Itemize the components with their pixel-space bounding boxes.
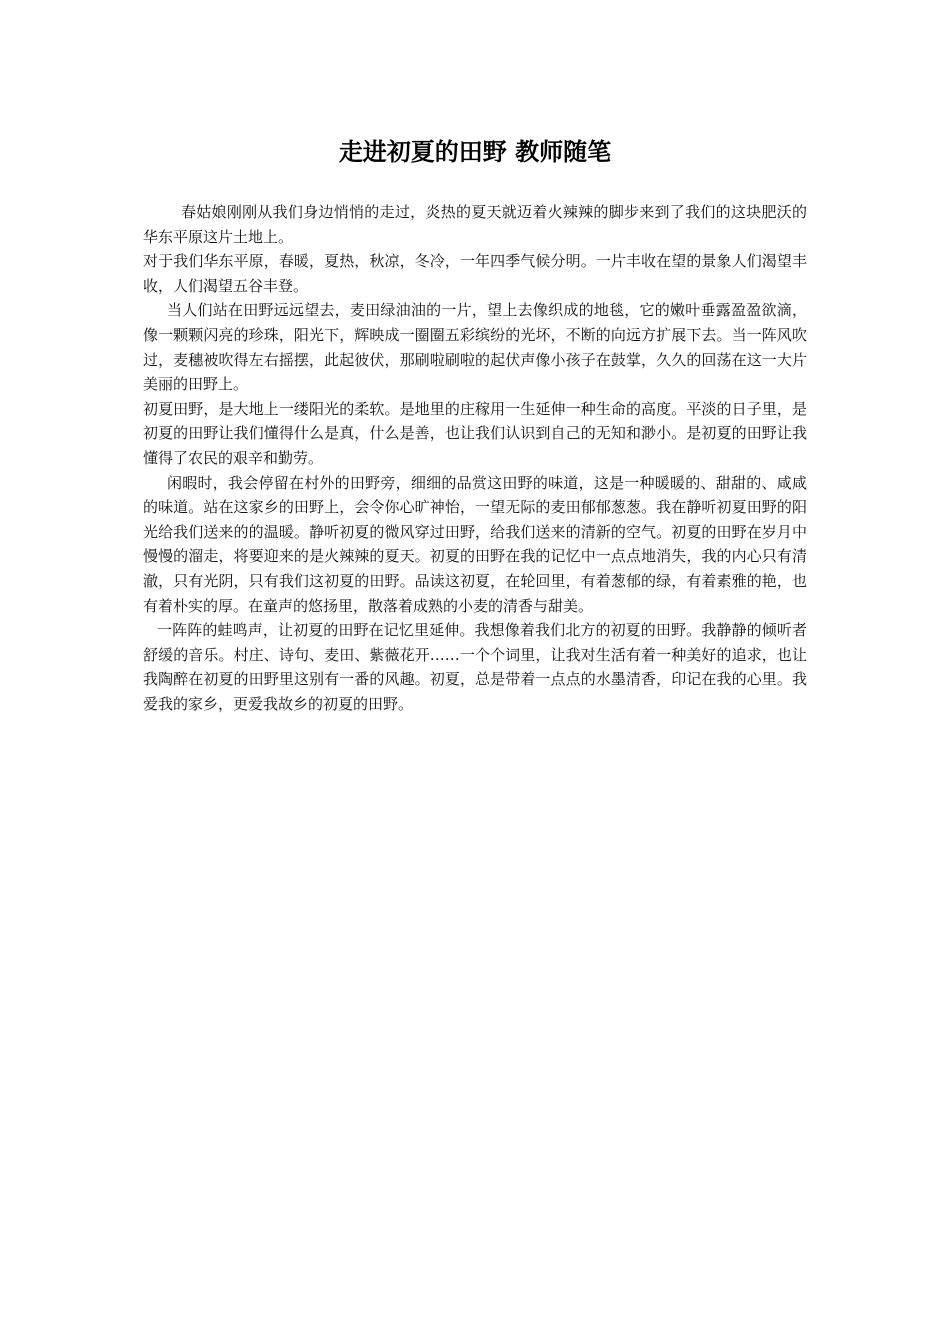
paragraph-6: 一阵阵的蛙鸣声，让初夏的田野在记忆里延伸。我想像着我们北方的初夏的田野。我静静的倾听者舒缓的音乐。村庄、诗句、麦田、紫薇花开……一个个词里，让我对生活有着一种美好的追求，也让我陶醉在初夏的田野里这别有一番的风趣。初夏，总是带着一点点的水墨清香，印记在我的心里。我爱我的家乡，更爱我故乡的初夏的田野。 bbox=[143, 621, 807, 713]
paragraph-5: 闲暇时，我会停留在村外的田野旁，细细的品赏这田野的味道，这是一种暖暖的、甜甜的、咸咸的味道。站在这家乡的田野上，会令你心旷神怡，一望无际的麦田郁郁葱葱。我在静听初夏田野的阳光给我们送来的的温暖。静听初夏的微风穿过田野，给我们送来的清新的空气。初夏的田野在岁月中慢慢的溜走，将要迎来的是火辣辣的夏天。初夏的田野在我的记忆中一点点地消失，我的内心只有清澈，只有光阴，只有我们这初夏的田野。品读这初夏，在轮回里，有着葱郁的绿，有着素雅的艳，也有着朴实的厚。在童声的悠扬里，散落着成熟的小麦的清香与甜美。 bbox=[143, 473, 807, 615]
document-body bbox=[143, 200, 807, 716]
paragraph-1: 春姑娘刚刚从我们身边悄悄的走过，炎热的夏天就迈着火辣辣的脚步来到了我们的这块肥沃的华东平原这片土地上。 bbox=[143, 203, 807, 246]
paragraph-2: 对于我们华东平原，春暖，夏热，秋凉，冬冷，一年四季气候分明。一片丰收在望的景象人们渴望丰收，人们渴望五谷丰登。 bbox=[143, 252, 807, 295]
document-title: 走进初夏的田野 教师随笔 bbox=[338, 137, 612, 166]
paragraph-4: 初夏田野，是大地上一缕阳光的柔软。是地里的庄稼用一生延伸一种生命的高度。平淡的日子里，是初夏的田野让我们懂得什么是真，什么是善，也让我们认识到自己的无知和渺小。是初夏的田野让我懂得了农民的艰辛和勤劳。 bbox=[143, 399, 807, 467]
paragraph-3: 当人们站在田野远远望去，麦田绿油油的一片，望上去像织成的地毯，它的嫩叶垂露盈盈欲滴，像一颗颗闪亮的珍珠，阳光下，辉映成一圈圈五彩缤纷的光坏，不断的向远方扩展下去。当一阵风吹过，麦穗被吹得左右摇摆，此起彼伏，那刷啦刷啦的起伏声像小孩子在鼓掌，久久的回荡在这一大片美丽的田野上。 bbox=[143, 301, 807, 394]
